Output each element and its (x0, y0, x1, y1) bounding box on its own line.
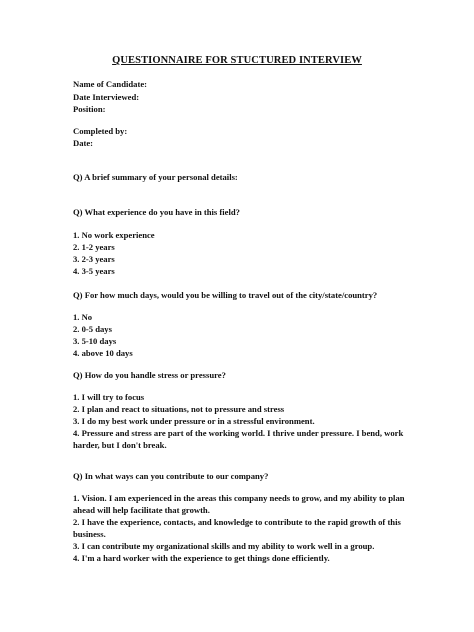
field-name-of-candidate: Name of Candidate: (73, 79, 147, 89)
option-travel-1: 1. No (73, 312, 93, 322)
question-personal-details: Q) A brief summary of your personal details: (73, 172, 238, 182)
option-stress-3: 3. I do my best work under pressure or in a stressful environment. (73, 416, 315, 426)
question-stress: Q) How do you handle stress or pressure? (73, 370, 226, 380)
field-date: Date: (73, 138, 94, 148)
question-travel: Q) For how much days, would you be willing to travel out of the city/state/country? (73, 290, 378, 300)
option-travel-4: 4. above 10 days (73, 348, 133, 358)
question-experience: Q) What experience do you have in this field? (73, 207, 240, 217)
option-stress-2: 2. I plan and react to situations, not to pressure and stress (73, 404, 285, 414)
option-experience-2: 2. 1-2 years (73, 242, 115, 252)
option-experience-1: 1. No work experience (73, 230, 155, 240)
option-travel-2: 2. 0-5 days (73, 324, 112, 334)
option-contribute-1: 1. Vision. I am experienced in the areas this company needs to grow, and my ability to plan ahead will help facilitate that growth. (73, 493, 405, 515)
option-contribute-4: 4. I'm a hard worker with the experience to get things done efficiently. (73, 553, 330, 563)
option-experience-3: 3. 2-3 years (73, 254, 115, 264)
field-position: Position: (73, 104, 106, 114)
option-travel-3: 3. 5-10 days (73, 336, 117, 346)
question-contribute: Q) In what ways can you contribute to our company? (73, 471, 269, 481)
option-stress-4: 4. Pressure and stress are part of the working world. I thrive under pressure. I bend, work harder, but I don't break. (73, 428, 404, 450)
field-date-interviewed: Date Interviewed: (73, 92, 140, 102)
option-contribute-2: 2. I have the experience, contacts, and knowledge to contribute to the rapid growth of this business. (73, 517, 401, 539)
option-experience-4: 4. 3-5 years (73, 266, 115, 276)
option-stress-1: 1. I will try to focus (73, 392, 145, 402)
field-completed-by: Completed by: (73, 126, 128, 136)
option-contribute-3: 3. I can contribute my organizational skills and my ability to work well in a group. (73, 541, 375, 551)
document-title: QUESTIONNAIRE FOR STUCTURED INTERVIEW (112, 55, 362, 66)
